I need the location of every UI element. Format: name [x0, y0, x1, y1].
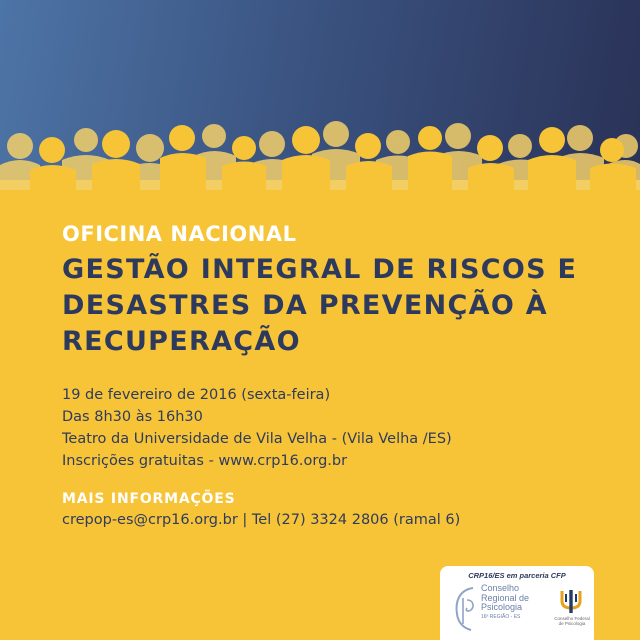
contact-info: crepop-es@crp16.org.br | Tel (27) 3324 2806 (ramal 6) [62, 512, 461, 528]
event-venue: Teatro da Universidade de Vila Velha - (Vila Velha /ES) [62, 431, 452, 447]
event-content [62, 220, 622, 531]
crp-logo-icon [451, 584, 477, 634]
partner-logos-card [440, 566, 594, 640]
crp-name-line-3: Psicologia [481, 602, 523, 612]
partnership-tagline: CRP16/ES em parceria CFP [468, 571, 566, 580]
event-title: GESTÃO INTEGRAL DE RISCOS E DESASTRES DA PREVENÇÃO À RECUPERAÇÃO [62, 254, 578, 357]
event-kicker: OFICINA NACIONAL [62, 222, 297, 246]
crowd-silhouette [0, 110, 640, 230]
cfp-name: Conselho Federal de Psicologia [554, 616, 590, 626]
event-registration: Inscrições gratuitas - www.crp16.org.br [62, 453, 348, 469]
crp-name-line-2: Regional de [481, 592, 530, 603]
event-details [62, 384, 622, 472]
more-info-heading: MAIS INFORMAÇÕES [62, 491, 236, 507]
event-date: 19 de fevereiro de 2016 (sexta-feira) [62, 387, 331, 403]
cfp-psi-logo-icon [557, 588, 585, 614]
crp-region: 16ª REGIÃO - ES [481, 613, 521, 620]
event-time: Das 8h30 às 16h30 [62, 409, 203, 425]
crp-name [481, 584, 551, 621]
crp-name-line-1: Conselho [481, 583, 520, 593]
